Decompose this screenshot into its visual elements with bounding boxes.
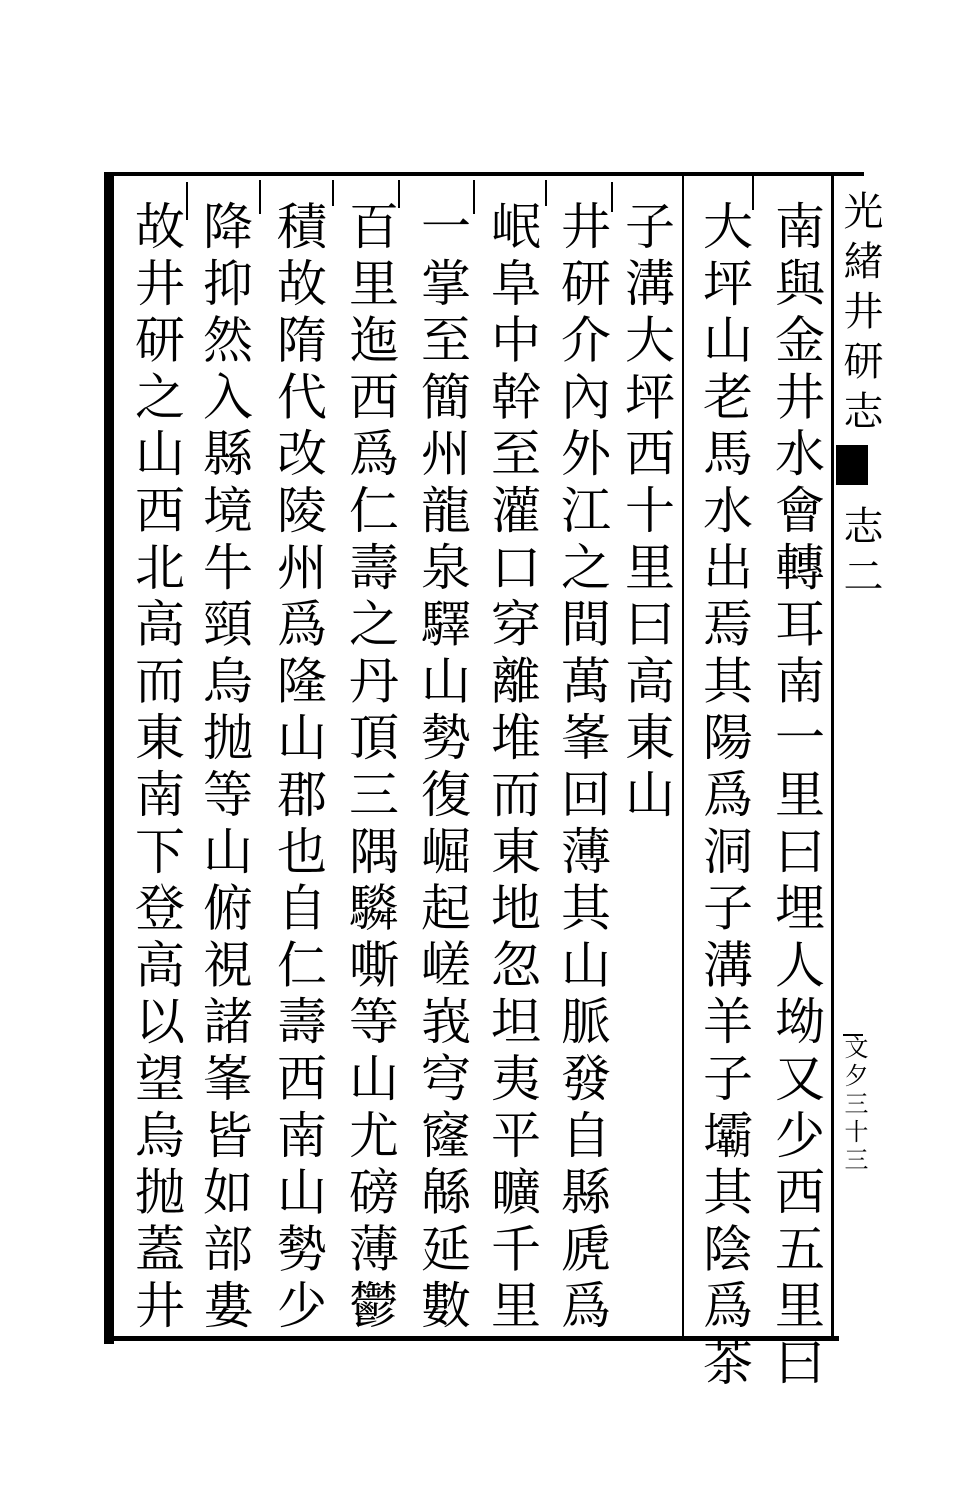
- column-rule: [259, 180, 261, 214]
- column-rule: [473, 180, 475, 214]
- text-column-4: 井研介內外江之間萬峯回薄其山脈發自縣虒爲: [553, 200, 611, 1336]
- text-column-3: 子溝大坪西十里曰高東山: [617, 200, 675, 825]
- margin-title: 光緒井研志: [837, 190, 883, 440]
- page-frame-top-border: [104, 172, 864, 176]
- column-rule: [545, 180, 547, 206]
- text-column-10: 故井研之山西北高而東南下登高以望烏抛蓋井: [127, 200, 185, 1336]
- column-rule: [186, 182, 188, 220]
- fish-tail-mark: [836, 445, 868, 485]
- page-frame-left-border: [104, 172, 114, 1344]
- margin-section: 志二: [837, 505, 883, 605]
- text-column-8: 積故隋代改陵州爲隆山郡也自仁壽西南山勢少: [269, 200, 327, 1336]
- text-column-2: 大坪山老馬水出焉其陽爲洞子溝羊子壩其陰爲茶: [695, 200, 753, 1393]
- margin-page-number: 文夕三十三: [840, 1035, 868, 1175]
- text-column-6: 一掌至簡州龍泉驛山勢復崛起嵯峩穹窿緜延數: [413, 200, 471, 1336]
- column-rule: [682, 176, 684, 1340]
- text-column-5: 岷阜中幹至灌口穿離堆而東地忽坦夷平曠千里: [483, 200, 541, 1336]
- page-frame-right-border: [831, 172, 834, 1340]
- text-column-9: 降抑然入縣境牛頸烏抛等山俯視諸峯皆如部婁: [195, 200, 253, 1336]
- text-column-1: 南與金井水會轉耳南一里曰埋人坳又少西五里曰: [767, 200, 825, 1393]
- column-rule: [332, 180, 334, 206]
- text-column-7: 百里迤西爲仁壽之丹頂三隅䮼嘶等山尤磅薄鬱: [341, 200, 399, 1336]
